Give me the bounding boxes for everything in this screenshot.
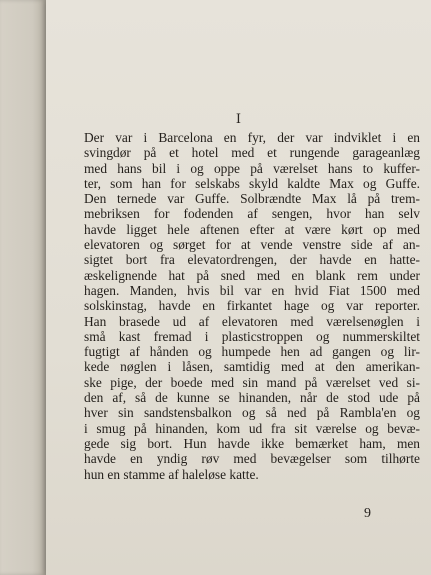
text-line: i smug på hinanden, kom ud fra sit værelse og bevæ-: [84, 420, 420, 436]
text-line: æskelignende hat på sned med en blank rem under: [84, 267, 420, 283]
text-line: ter, som han for selskabs skyld kaldte Max og Guffe.: [84, 175, 420, 191]
text-line: sigtet bort fra elevatordrengen, der havde en hatte-: [84, 252, 420, 268]
chapter-number: I: [235, 112, 242, 127]
page-number: 9: [364, 506, 371, 521]
facing-page-edge: [0, 0, 46, 575]
text-line: den af, så de kunne se hinanden, når de stod ude på: [84, 390, 420, 406]
text-line: mebriksen for fodenden af sengen, hvor han selv: [84, 206, 420, 222]
text-line: med hans bil i og oppe på værelset hans to kuffer-: [84, 160, 420, 176]
text-line: Der var i Barcelona en fyr, der var indviklet i en: [84, 130, 420, 145]
text-line: gede sig bort. Hun havde ikke bemærket ham, men: [84, 435, 420, 451]
text-line: fugtigt af hånden og humpede hen ad gangen og lir-: [84, 344, 420, 360]
text-line: kede nøglen i låsen, samtidig med at den amerikan-: [84, 359, 420, 375]
text-line: Han brasede ud af elevatoren med værelsenøglen i: [84, 313, 420, 329]
text-line: Den ternede var Guffe. Solbrændte Max lå på trem-: [84, 191, 420, 207]
book-page: [46, 0, 431, 575]
text-line: elevatoren og sørget for at vende venstre side af an-: [84, 237, 420, 253]
text-line: ske pige, der boede med sin mand på værelset ved si-: [84, 374, 420, 390]
body-text: [84, 130, 420, 482]
text-line: havde en yndig røv med bevægelser som tilhørte: [84, 451, 420, 467]
text-line: hun en stamme af haleløse katte.: [84, 466, 259, 482]
text-line: små kast fremad i plasticstroppen og nummerskiltet: [84, 328, 420, 344]
text-line: hver sin sandstensbalkon og så ned på Rambla'en og: [84, 405, 420, 421]
text-line: svingdør på et hotel med et rungende garageanlæg: [84, 145, 420, 161]
text-line: havde ligget hele aftenen efter at være kørt op med: [84, 221, 420, 237]
text-line: solskinstag, havde en firkantet hage og var reporter.: [84, 298, 420, 314]
text-line: hagen. Manden, hvis bil var en hvid Fiat 1500 med: [84, 282, 420, 298]
